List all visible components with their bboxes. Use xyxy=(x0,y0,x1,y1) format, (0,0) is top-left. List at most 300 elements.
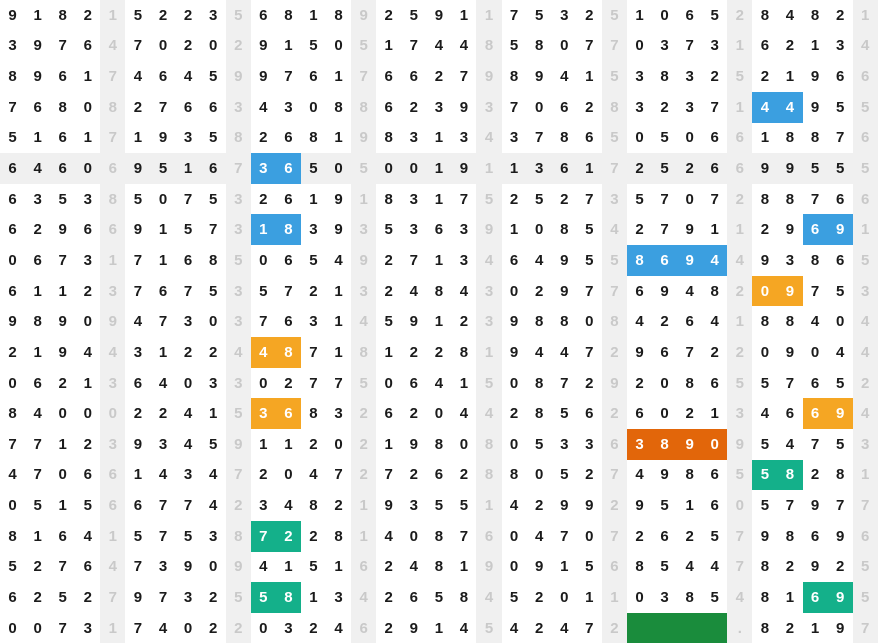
grid-cell[interactable]: 0 xyxy=(627,582,652,613)
grid-cell[interactable]: 7 xyxy=(0,429,25,460)
grid-cell[interactable]: 8 xyxy=(752,613,777,643)
grid-cell[interactable]: 5 xyxy=(301,153,326,184)
grid-cell[interactable]: 1 xyxy=(476,337,501,368)
grid-cell[interactable]: 8 xyxy=(276,0,301,31)
grid-cell[interactable]: 2 xyxy=(176,0,201,31)
grid-cell[interactable]: 7 xyxy=(226,153,251,184)
grid-cell[interactable]: 3 xyxy=(627,92,652,123)
grid-cell[interactable]: 9 xyxy=(125,214,150,245)
grid-cell[interactable]: 9 xyxy=(677,214,702,245)
grid-cell[interactable]: 6 xyxy=(828,61,853,92)
grid-cell[interactable]: 6 xyxy=(627,276,652,307)
grid-cell[interactable]: 1 xyxy=(702,214,727,245)
grid-cell[interactable]: 5 xyxy=(527,429,552,460)
grid-cell[interactable]: 0 xyxy=(502,368,527,399)
grid-cell[interactable]: 2 xyxy=(276,368,301,399)
grid-cell[interactable]: 4 xyxy=(401,552,426,583)
grid-cell[interactable]: 2 xyxy=(226,490,251,521)
grid-cell[interactable]: 4 xyxy=(677,276,702,307)
grid-cell[interactable]: 1 xyxy=(476,0,501,31)
grid-cell[interactable]: 9 xyxy=(752,245,777,276)
grid-cell[interactable]: 8 xyxy=(426,276,451,307)
grid-cell[interactable]: 5 xyxy=(401,0,426,31)
grid-cell[interactable]: 2 xyxy=(125,398,150,429)
grid-cell[interactable]: 6 xyxy=(376,92,401,123)
grid-cell[interactable]: 5 xyxy=(602,0,627,31)
grid-cell[interactable]: 7 xyxy=(401,245,426,276)
grid-cell[interactable]: 6 xyxy=(125,368,150,399)
grid-cell[interactable]: 7 xyxy=(376,460,401,491)
grid-cell[interactable]: 2 xyxy=(376,245,401,276)
grid-cell[interactable]: 6 xyxy=(25,92,50,123)
grid-cell[interactable]: 1 xyxy=(351,521,376,552)
grid-cell[interactable]: 7 xyxy=(803,429,828,460)
grid-cell[interactable]: 9 xyxy=(652,460,677,491)
grid-cell[interactable]: 3 xyxy=(677,92,702,123)
grid-cell[interactable]: 5 xyxy=(226,582,251,613)
grid-cell[interactable]: 4 xyxy=(376,521,401,552)
grid-cell[interactable]: 8 xyxy=(301,398,326,429)
grid-cell[interactable]: 6 xyxy=(176,245,201,276)
grid-cell[interactable]: 9 xyxy=(627,490,652,521)
grid-cell[interactable]: 5 xyxy=(351,368,376,399)
grid-cell[interactable]: 9 xyxy=(50,306,75,337)
grid-cell[interactable]: 5 xyxy=(602,123,627,154)
grid-cell[interactable]: 9 xyxy=(351,0,376,31)
grid-cell[interactable]: 4 xyxy=(226,337,251,368)
grid-cell[interactable]: 2 xyxy=(176,337,201,368)
grid-cell[interactable]: 9 xyxy=(476,552,501,583)
grid-cell[interactable]: 1 xyxy=(276,552,301,583)
grid-cell[interactable]: 1 xyxy=(727,214,752,245)
grid-cell[interactable]: 4 xyxy=(502,613,527,643)
grid-cell[interactable]: 1 xyxy=(25,123,50,154)
grid-cell[interactable]: 2 xyxy=(677,153,702,184)
grid-cell[interactable]: 5 xyxy=(201,123,226,154)
grid-cell[interactable]: 0 xyxy=(502,276,527,307)
grid-cell[interactable]: 7 xyxy=(577,184,602,215)
grid-cell[interactable]: 1 xyxy=(276,429,301,460)
grid-cell[interactable]: 9 xyxy=(476,61,501,92)
grid-cell[interactable]: 5 xyxy=(301,552,326,583)
grid-cell[interactable]: 9 xyxy=(527,552,552,583)
grid-cell[interactable]: 7 xyxy=(150,306,175,337)
grid-cell[interactable]: 6 xyxy=(0,582,25,613)
grid-cell[interactable]: 0 xyxy=(251,368,276,399)
grid-cell[interactable]: 3 xyxy=(702,31,727,62)
grid-cell[interactable]: 4 xyxy=(527,245,552,276)
grid-cell[interactable]: 3 xyxy=(401,490,426,521)
grid-cell[interactable]: 2 xyxy=(527,613,552,643)
grid-cell[interactable]: 9 xyxy=(125,429,150,460)
grid-cell[interactable]: 0 xyxy=(75,306,100,337)
grid-cell[interactable]: 5 xyxy=(752,490,777,521)
grid-cell[interactable]: 2 xyxy=(502,398,527,429)
grid-cell[interactable]: 5 xyxy=(451,490,476,521)
grid-cell[interactable]: 5 xyxy=(426,490,451,521)
grid-cell[interactable]: 2 xyxy=(75,582,100,613)
grid-cell[interactable]: 2 xyxy=(376,613,401,643)
grid-cell[interactable]: 1 xyxy=(100,245,125,276)
grid-cell[interactable]: 1 xyxy=(326,337,351,368)
grid-cell[interactable]: 7 xyxy=(552,521,577,552)
grid-cell[interactable]: 3 xyxy=(326,398,351,429)
grid-cell[interactable]: 8 xyxy=(777,123,802,154)
grid-cell[interactable]: 6 xyxy=(803,582,828,613)
grid-cell[interactable]: 7 xyxy=(803,276,828,307)
grid-cell[interactable]: 5 xyxy=(702,582,727,613)
grid-cell[interactable]: 1 xyxy=(777,61,802,92)
grid-cell[interactable]: 0 xyxy=(577,306,602,337)
grid-cell[interactable]: 2 xyxy=(652,92,677,123)
grid-cell[interactable]: 8 xyxy=(426,521,451,552)
grid-cell[interactable]: 9 xyxy=(476,214,501,245)
grid-cell[interactable]: 1 xyxy=(25,337,50,368)
grid-cell[interactable]: 9 xyxy=(552,245,577,276)
grid-cell[interactable]: 5 xyxy=(577,214,602,245)
grid-cell[interactable]: 3 xyxy=(777,245,802,276)
grid-cell[interactable]: 4 xyxy=(176,429,201,460)
grid-cell[interactable]: 3 xyxy=(577,429,602,460)
grid-cell[interactable]: 1 xyxy=(426,123,451,154)
grid-cell[interactable]: 4 xyxy=(125,61,150,92)
grid-cell[interactable]: 2 xyxy=(602,337,627,368)
grid-cell[interactable]: 0 xyxy=(150,31,175,62)
grid-cell[interactable]: 7 xyxy=(50,552,75,583)
grid-cell[interactable]: 5 xyxy=(752,429,777,460)
grid-cell[interactable]: 0 xyxy=(25,613,50,643)
grid-cell[interactable]: 2 xyxy=(602,613,627,643)
grid-cell[interactable]: 2 xyxy=(627,153,652,184)
grid-cell[interactable]: 2 xyxy=(577,460,602,491)
grid-cell[interactable]: 9 xyxy=(803,61,828,92)
grid-cell[interactable]: 4 xyxy=(502,490,527,521)
grid-cell[interactable]: 7 xyxy=(602,31,627,62)
grid-cell[interactable]: 6 xyxy=(276,306,301,337)
grid-cell[interactable]: 7 xyxy=(853,490,878,521)
grid-cell[interactable]: 3 xyxy=(426,92,451,123)
grid-cell[interactable]: 9 xyxy=(502,306,527,337)
grid-cell[interactable]: 0 xyxy=(0,613,25,643)
grid-cell[interactable]: 1 xyxy=(451,552,476,583)
grid-cell[interactable]: 1 xyxy=(125,460,150,491)
grid-cell[interactable]: 4 xyxy=(727,245,752,276)
grid-cell[interactable]: 6 xyxy=(50,521,75,552)
grid-cell[interactable]: 2 xyxy=(627,214,652,245)
grid-cell[interactable]: 9 xyxy=(803,490,828,521)
grid-cell[interactable]: 0 xyxy=(251,245,276,276)
grid-cell[interactable]: 2 xyxy=(201,613,226,643)
grid-cell[interactable]: 4 xyxy=(451,276,476,307)
grid-cell[interactable]: 4 xyxy=(777,429,802,460)
grid-cell[interactable]: 1 xyxy=(577,582,602,613)
grid-cell[interactable]: 3 xyxy=(100,429,125,460)
grid-cell[interactable]: 8 xyxy=(803,0,828,31)
grid-cell[interactable]: 0 xyxy=(677,184,702,215)
grid-cell[interactable]: 3 xyxy=(100,276,125,307)
grid-cell[interactable]: 2 xyxy=(577,368,602,399)
grid-cell[interactable]: 8 xyxy=(326,521,351,552)
grid-cell[interactable]: 8 xyxy=(100,184,125,215)
grid-cell[interactable]: 1 xyxy=(552,552,577,583)
grid-cell[interactable]: 2 xyxy=(602,490,627,521)
grid-cell[interactable]: 4 xyxy=(552,337,577,368)
grid-cell[interactable]: 8 xyxy=(201,245,226,276)
grid-cell[interactable]: 1 xyxy=(426,245,451,276)
grid-cell[interactable]: 2 xyxy=(853,368,878,399)
grid-cell[interactable]: 8 xyxy=(677,460,702,491)
grid-cell[interactable]: 7 xyxy=(50,613,75,643)
grid-cell[interactable]: 7 xyxy=(677,337,702,368)
grid-cell[interactable]: 3 xyxy=(226,92,251,123)
grid-cell[interactable]: 1 xyxy=(25,521,50,552)
grid-cell[interactable]: 8 xyxy=(552,123,577,154)
grid-cell[interactable]: 5 xyxy=(552,398,577,429)
grid-cell[interactable]: 9 xyxy=(677,429,702,460)
grid-cell[interactable]: 8 xyxy=(25,306,50,337)
grid-cell[interactable]: 5 xyxy=(376,306,401,337)
grid-cell[interactable]: 4 xyxy=(75,337,100,368)
grid-cell[interactable]: 7 xyxy=(251,521,276,552)
grid-cell[interactable]: 5 xyxy=(702,0,727,31)
grid-cell[interactable]: 9 xyxy=(828,521,853,552)
grid-cell[interactable]: 2 xyxy=(25,582,50,613)
grid-cell[interactable]: 5 xyxy=(828,153,853,184)
grid-cell[interactable]: 0 xyxy=(527,92,552,123)
grid-cell[interactable]: 1 xyxy=(150,214,175,245)
grid-cell[interactable]: 4 xyxy=(476,245,501,276)
grid-cell[interactable]: 6 xyxy=(100,460,125,491)
grid-cell[interactable]: 2 xyxy=(276,521,301,552)
grid-cell[interactable]: 6 xyxy=(777,398,802,429)
grid-cell[interactable]: 0 xyxy=(50,398,75,429)
grid-cell[interactable]: 8 xyxy=(301,490,326,521)
grid-cell[interactable]: 8 xyxy=(502,61,527,92)
grid-cell[interactable]: 7 xyxy=(176,276,201,307)
grid-cell[interactable]: 2 xyxy=(226,613,251,643)
grid-cell[interactable]: 8 xyxy=(652,61,677,92)
grid-cell[interactable]: 0 xyxy=(326,31,351,62)
grid-cell[interactable]: 2 xyxy=(752,61,777,92)
grid-cell[interactable]: 9 xyxy=(50,214,75,245)
grid-cell[interactable]: 1 xyxy=(326,306,351,337)
grid-cell[interactable]: 6 xyxy=(853,184,878,215)
grid-cell[interactable]: 4 xyxy=(828,337,853,368)
grid-cell[interactable]: 3 xyxy=(176,123,201,154)
grid-cell[interactable]: 2 xyxy=(426,337,451,368)
grid-cell[interactable]: 8 xyxy=(777,184,802,215)
grid-cell[interactable]: 3 xyxy=(451,123,476,154)
grid-cell[interactable]: 0 xyxy=(201,31,226,62)
grid-cell[interactable]: 7 xyxy=(602,521,627,552)
grid-cell[interactable]: 8 xyxy=(451,337,476,368)
grid-cell[interactable]: 0 xyxy=(702,429,727,460)
grid-cell[interactable]: 9 xyxy=(326,184,351,215)
grid-cell[interactable]: 8 xyxy=(652,429,677,460)
grid-cell[interactable]: 7 xyxy=(828,490,853,521)
grid-cell[interactable]: 1 xyxy=(326,552,351,583)
grid-cell[interactable]: 6 xyxy=(100,153,125,184)
grid-cell[interactable]: 5 xyxy=(853,552,878,583)
grid-cell[interactable]: 6 xyxy=(251,0,276,31)
grid-cell[interactable]: 5 xyxy=(702,521,727,552)
grid-cell[interactable]: 4 xyxy=(451,398,476,429)
grid-cell[interactable]: 5 xyxy=(176,521,201,552)
grid-cell[interactable]: 4 xyxy=(251,552,276,583)
grid-cell[interactable]: 6 xyxy=(803,521,828,552)
grid-cell[interactable]: 1 xyxy=(502,153,527,184)
grid-cell[interactable] xyxy=(677,613,702,643)
grid-cell[interactable]: 4 xyxy=(527,337,552,368)
grid-cell[interactable]: 1 xyxy=(326,123,351,154)
grid-cell[interactable]: 5 xyxy=(476,368,501,399)
grid-cell[interactable]: 8 xyxy=(527,398,552,429)
grid-cell[interactable]: 2 xyxy=(75,0,100,31)
grid-cell[interactable]: 9 xyxy=(777,153,802,184)
grid-cell[interactable]: 9 xyxy=(777,276,802,307)
grid-cell[interactable]: 8 xyxy=(0,398,25,429)
grid-cell[interactable]: 4 xyxy=(351,306,376,337)
grid-cell[interactable]: 2 xyxy=(201,582,226,613)
grid-cell[interactable]: 3 xyxy=(150,429,175,460)
grid-cell[interactable]: 6 xyxy=(276,184,301,215)
grid-cell[interactable]: 8 xyxy=(752,552,777,583)
grid-cell[interactable]: 6 xyxy=(602,429,627,460)
grid-cell[interactable]: 3 xyxy=(476,306,501,337)
grid-cell[interactable]: 5 xyxy=(828,429,853,460)
grid-cell[interactable]: 4 xyxy=(426,31,451,62)
grid-cell[interactable]: 2 xyxy=(702,61,727,92)
grid-cell[interactable]: 8 xyxy=(376,123,401,154)
grid-cell[interactable]: 9 xyxy=(527,61,552,92)
grid-cell[interactable]: 1 xyxy=(376,429,401,460)
grid-cell[interactable]: 7 xyxy=(25,429,50,460)
grid-cell[interactable]: 9 xyxy=(0,0,25,31)
grid-cell[interactable]: 5 xyxy=(502,582,527,613)
grid-cell[interactable]: 6 xyxy=(828,245,853,276)
grid-cell[interactable]: 7 xyxy=(803,184,828,215)
grid-cell[interactable]: 5 xyxy=(652,552,677,583)
grid-cell[interactable]: 5 xyxy=(828,92,853,123)
grid-cell[interactable]: 7 xyxy=(727,552,752,583)
grid-cell[interactable]: 9 xyxy=(226,552,251,583)
grid-cell[interactable]: 6 xyxy=(502,245,527,276)
grid-cell[interactable]: 8 xyxy=(0,61,25,92)
grid-cell[interactable]: 0 xyxy=(502,429,527,460)
grid-cell[interactable]: 3 xyxy=(552,0,577,31)
grid-cell[interactable]: 7 xyxy=(301,337,326,368)
grid-cell[interactable]: 2 xyxy=(376,582,401,613)
grid-cell[interactable]: 5 xyxy=(351,31,376,62)
grid-cell[interactable]: 1 xyxy=(25,0,50,31)
grid-cell[interactable]: 1 xyxy=(752,123,777,154)
grid-cell[interactable]: 1 xyxy=(25,276,50,307)
grid-cell[interactable]: 4 xyxy=(777,92,802,123)
grid-cell[interactable]: 5 xyxy=(376,214,401,245)
grid-cell[interactable]: 4 xyxy=(426,368,451,399)
grid-cell[interactable]: 3 xyxy=(251,490,276,521)
grid-cell[interactable]: 5 xyxy=(652,490,677,521)
grid-cell[interactable]: 9 xyxy=(326,214,351,245)
grid-cell[interactable]: 0 xyxy=(0,368,25,399)
grid-cell[interactable]: 1 xyxy=(702,398,727,429)
grid-cell[interactable]: 1 xyxy=(150,245,175,276)
grid-cell[interactable]: 1 xyxy=(476,153,501,184)
grid-cell[interactable]: 7 xyxy=(577,276,602,307)
grid-cell[interactable]: 2 xyxy=(125,92,150,123)
grid-cell[interactable]: 1 xyxy=(502,214,527,245)
grid-cell[interactable]: 9 xyxy=(502,337,527,368)
grid-cell[interactable]: 4 xyxy=(0,460,25,491)
grid-cell[interactable]: 5 xyxy=(602,61,627,92)
grid-cell[interactable]: 2 xyxy=(502,184,527,215)
grid-cell[interactable]: 4 xyxy=(752,92,777,123)
grid-cell[interactable]: 6 xyxy=(351,613,376,643)
grid-cell[interactable]: 8 xyxy=(476,31,501,62)
grid-cell[interactable]: 6 xyxy=(702,490,727,521)
grid-cell[interactable]: 8 xyxy=(752,306,777,337)
grid-cell[interactable]: 1 xyxy=(176,153,201,184)
grid-cell[interactable]: 2 xyxy=(702,337,727,368)
grid-cell[interactable]: 2 xyxy=(326,490,351,521)
grid-cell[interactable]: 2 xyxy=(25,214,50,245)
grid-cell[interactable]: 2 xyxy=(0,337,25,368)
grid-cell[interactable]: 1 xyxy=(602,582,627,613)
grid-cell[interactable]: 1 xyxy=(853,0,878,31)
grid-cell[interactable]: 6 xyxy=(652,521,677,552)
grid-cell[interactable]: 3 xyxy=(176,582,201,613)
grid-cell[interactable]: 7 xyxy=(125,276,150,307)
grid-cell[interactable]: 5 xyxy=(0,552,25,583)
grid-cell[interactable]: 3 xyxy=(351,214,376,245)
grid-cell[interactable]: 3 xyxy=(201,368,226,399)
grid-cell[interactable]: 8 xyxy=(627,552,652,583)
grid-cell[interactable]: 2 xyxy=(301,613,326,643)
grid-cell[interactable]: 3 xyxy=(326,582,351,613)
grid-cell[interactable]: 4 xyxy=(702,245,727,276)
grid-cell[interactable]: 1 xyxy=(426,184,451,215)
grid-cell[interactable]: 6 xyxy=(0,184,25,215)
grid-cell[interactable]: 4 xyxy=(677,552,702,583)
grid-cell[interactable]: 6 xyxy=(276,153,301,184)
grid-cell[interactable]: 4 xyxy=(853,31,878,62)
grid-cell[interactable]: 6 xyxy=(0,276,25,307)
grid-cell[interactable]: 0 xyxy=(75,153,100,184)
grid-cell[interactable]: 4 xyxy=(100,552,125,583)
grid-cell[interactable]: 9 xyxy=(552,490,577,521)
grid-cell[interactable]: 0 xyxy=(326,153,351,184)
grid-cell[interactable]: 4 xyxy=(176,398,201,429)
grid-cell[interactable]: 9 xyxy=(0,306,25,337)
grid-cell[interactable]: 8 xyxy=(50,0,75,31)
grid-cell[interactable]: 5 xyxy=(577,245,602,276)
grid-cell[interactable]: 9 xyxy=(828,582,853,613)
grid-cell[interactable]: 6 xyxy=(552,153,577,184)
grid-cell[interactable]: 6 xyxy=(652,337,677,368)
grid-cell[interactable]: 5 xyxy=(251,582,276,613)
grid-cell[interactable]: 6 xyxy=(0,214,25,245)
grid-cell[interactable]: 1 xyxy=(100,0,125,31)
grid-cell[interactable]: 3 xyxy=(401,184,426,215)
grid-cell[interactable]: 2 xyxy=(376,552,401,583)
grid-cell[interactable]: 3 xyxy=(853,429,878,460)
grid-cell[interactable]: 3 xyxy=(351,276,376,307)
grid-cell[interactable]: 6 xyxy=(376,61,401,92)
grid-cell[interactable]: 9 xyxy=(100,306,125,337)
grid-cell[interactable]: 5 xyxy=(226,398,251,429)
grid-cell[interactable]: 1 xyxy=(50,276,75,307)
grid-cell[interactable]: 6 xyxy=(150,276,175,307)
